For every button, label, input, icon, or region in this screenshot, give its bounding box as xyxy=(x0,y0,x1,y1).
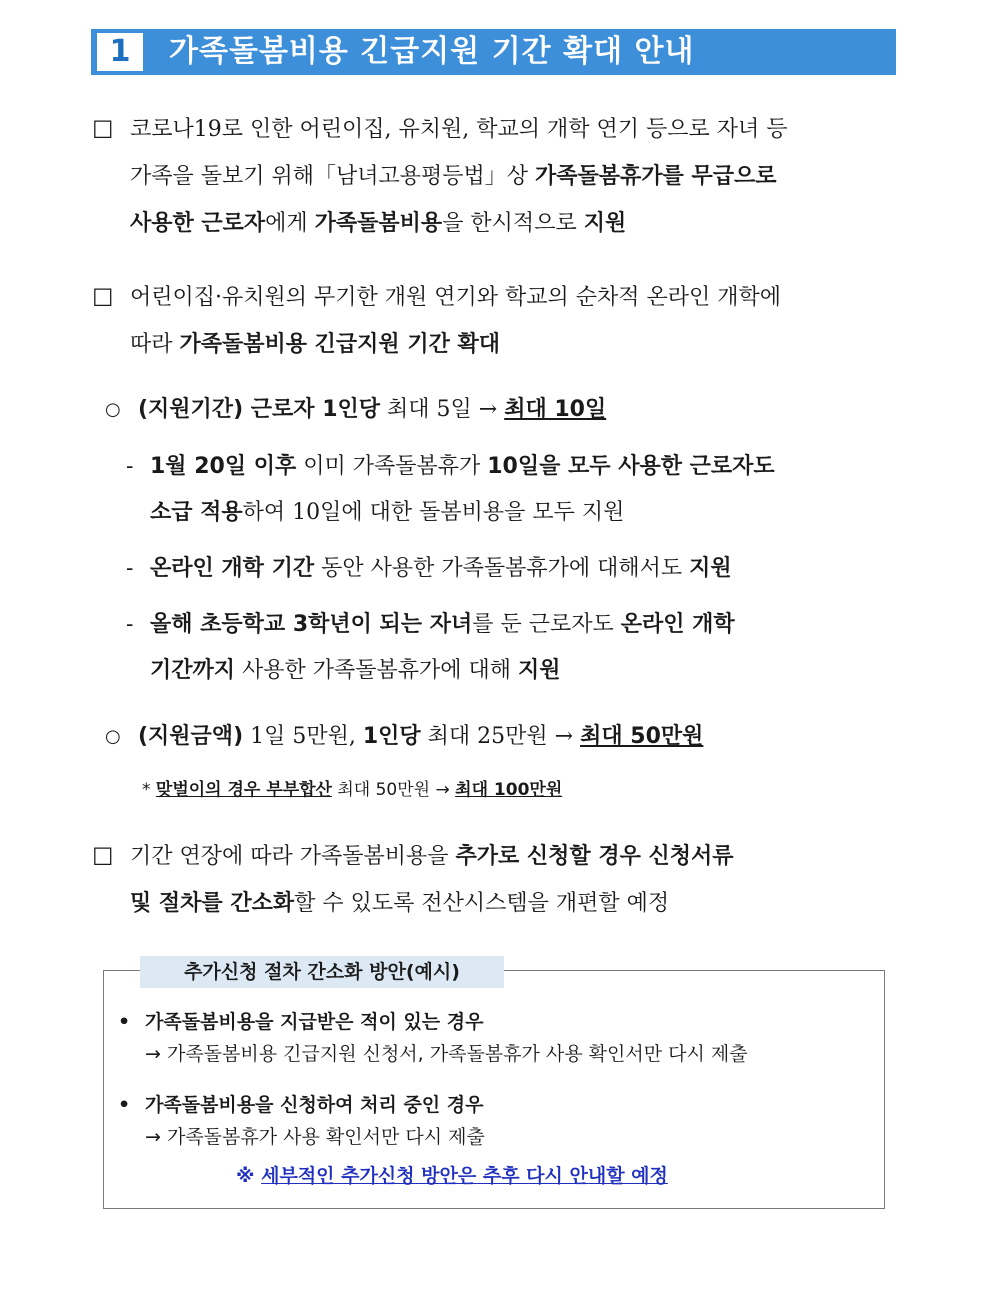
section1-line2: 가족을 돌보기 위해「남녀고용평등법」상 가족돌봄휴가를 무급으로 xyxy=(130,164,777,189)
circle-bullet-icon: ○ xyxy=(105,399,121,420)
callout-item1-sub: → 가족돌봄비용 긴급지원 신청서, 가족돌봄휴가 사용 확인서만 다시 제출 xyxy=(145,1043,748,1065)
period-detail3-line1: 올해 초등학교 3학년이 되는 자녀를 둔 근로자도 온라인 개학 xyxy=(150,612,735,637)
bullet-icon: • xyxy=(118,1011,131,1033)
checkbox-icon: ☐ xyxy=(92,843,114,871)
section-number: 1 xyxy=(97,33,143,71)
period-line: (지원기간) 근로자 1인당 최대 5일 → 최대 10일 xyxy=(138,397,607,422)
checkbox-icon: ☐ xyxy=(92,116,114,144)
page-title: 가족돌봄비용 긴급지원 기간 확대 안내 xyxy=(169,34,695,69)
callout-note: ※ 세부적인 추가신청 방안은 추후 다시 안내할 예정 xyxy=(236,1165,668,1187)
callout-item2-sub: → 가족돌봄휴가 사용 확인서만 다시 제출 xyxy=(145,1126,485,1148)
amount-note: * 맞벌이의 경우 부부합산 최대 50만원 → 최대 100만원 xyxy=(142,780,563,800)
section3-line1: 기간 연장에 따라 가족돌봄비용을 추가로 신청할 경우 신청서류 xyxy=(130,844,734,869)
bullet-icon: • xyxy=(118,1094,131,1116)
callout-item1: 가족돌봄비용을 지급받은 적이 있는 경우 xyxy=(145,1011,484,1033)
circle-bullet-icon: ○ xyxy=(105,726,121,747)
period-detail2: 온라인 개학 기간 동안 사용한 가족돌봄휴가에 대해서도 지원 xyxy=(150,556,732,581)
dash-icon: - xyxy=(126,612,134,637)
section1-line3: 사용한 근로자에게 가족돌봄비용을 한시적으로 지원 xyxy=(130,211,627,236)
dash-icon: - xyxy=(126,454,134,479)
dash-icon: - xyxy=(126,556,134,581)
period-detail1-line2: 소급 적용하여 10일에 대한 돌봄비용을 모두 지원 xyxy=(150,500,625,525)
section2-line1: 어린이집·유치원의 무기한 개원 연기와 학교의 순차적 온라인 개학에 xyxy=(130,285,782,310)
section3-line2: 및 절차를 간소화할 수 있도록 전산시스템을 개편할 예정 xyxy=(130,891,670,916)
section-header xyxy=(91,29,896,75)
section1-line1: 코로나19로 인한 어린이집, 유치원, 학교의 개학 연기 등으로 자녀 등 xyxy=(130,117,788,142)
amount-line: (지원금액) 1일 5만원, 1인당 최대 25만원 → 최대 50만원 xyxy=(138,724,704,749)
callout-item2: 가족돌봄비용을 신청하여 처리 중인 경우 xyxy=(145,1094,484,1116)
period-detail3-line2: 기간까지 사용한 가족돌봄휴가에 대해 지원 xyxy=(150,658,561,683)
section2-line2: 따라 가족돌봄비용 긴급지원 기간 확대 xyxy=(130,332,501,357)
period-detail1-line1: 1월 20일 이후 이미 가족돌봄휴가 10일을 모두 사용한 근로자도 xyxy=(150,454,775,479)
checkbox-icon: ☐ xyxy=(92,284,114,312)
callout-title: 추가신청 절차 간소화 방안(예시) xyxy=(140,956,504,988)
